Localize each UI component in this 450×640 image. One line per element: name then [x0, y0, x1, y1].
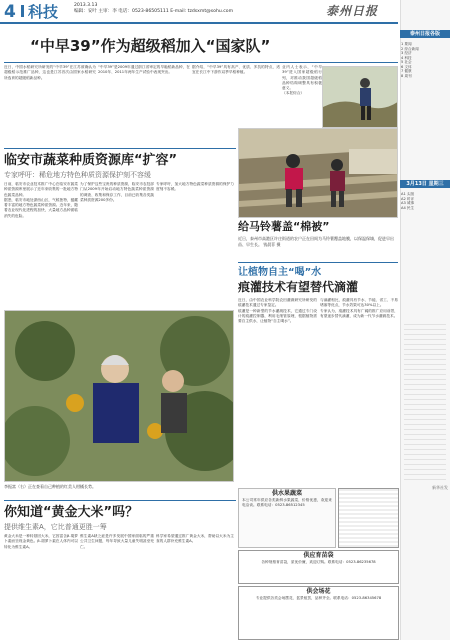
notice-2 — [238, 586, 399, 640]
story4-headline: 让植物自主“喝”水 — [238, 267, 322, 278]
page-number: 4 — [4, 2, 16, 22]
potato-field-photo-small — [322, 66, 398, 128]
masthead-logo: 泰州日报 — [326, 4, 379, 18]
sidebar-item-label: 要闻 — [404, 42, 412, 46]
sidebar-item-no: 5 — [401, 60, 404, 64]
sidebar-extra-no: A1 — [401, 192, 406, 196]
sidebar-extra-no: A3 — [401, 201, 406, 205]
sidebar-item-no: 4 — [401, 55, 404, 60]
story1-col2 — [98, 65, 190, 145]
page-header — [0, 0, 398, 24]
story5-para: 维生素A缺乏症是许多发展中国家面临的严重公共卫生问题，每年导致大量儿童失明甚至死亡。 — [80, 534, 154, 549]
story4-para: 痕灌是一种新型的节水灌溉技术，它通过专门设计的痕灌控制器，利用毛细管原理，根据植物需要自主供水，让植物“自主喝水”。 — [238, 308, 317, 324]
sidebar-extra-no: A2 — [401, 196, 406, 201]
story5-col2 — [80, 534, 154, 638]
sidebar-date-title: 3月13日 星期三 — [400, 180, 450, 188]
story2-para: 专家呼吁，加大地方特色蔬菜种质资源的保护力度刻不容缓。 — [156, 182, 234, 192]
story2-col1 — [4, 182, 78, 307]
farmer-citrus-photo — [4, 310, 234, 482]
story5-para: 科学家希望通过推广黄金大米，帮助以大米为主食的人群补充维生素A。 — [156, 534, 234, 544]
story1-para: 据介绍，“中早39”具有高产、优质、多抗的特点，适宜在长江中下游作双季早稻种植。 — [192, 65, 280, 75]
issue-info — [74, 3, 314, 15]
info-box — [238, 488, 336, 548]
story5-col3 — [156, 534, 234, 638]
sidebar-extra-list — [401, 192, 449, 210]
notice-2-body: 专业提供各类会场摆花、盆景租赁，品种齐全。联系电话：0523-86345678 — [255, 596, 382, 600]
section-title: 科技 — [28, 3, 59, 21]
story5-subhead: 提供维生素A，它比普通更胜一筹 — [4, 523, 107, 531]
notice-1 — [238, 550, 399, 584]
story4-col1 — [238, 298, 317, 486]
issue-editors: 编辑：安叶 主审：李 电话：0523-86505111 E-mail: tzdsxmt@sohu.com — [74, 9, 234, 14]
notice-1-title: 供应育苗袋 — [303, 552, 334, 559]
sidebar-list — [401, 42, 449, 78]
ad-box — [338, 488, 399, 548]
story4-col2 — [320, 298, 398, 486]
sidebar-item[interactable] — [401, 74, 449, 79]
story4-para: 专家认为，痕灌技术具有广阔的推广应用前景，有望逐步替代滴灌，成为新一代节水灌溉技术。 — [320, 308, 398, 318]
sidebar-extra-label: 头版 — [406, 192, 415, 196]
sidebar-item-label: 健康 — [404, 69, 412, 73]
story2-headline: 临安市蔬菜种质资源库“扩容” — [4, 153, 178, 168]
story2-photo-caption: 李振富（右）正在查看自己种植的红美人柑橘长势。 — [4, 484, 96, 489]
story1-para: 近日，中国水稻研究所研发的“中早39”在江苏被确认为超级稻示范推广品种，这也是江苏首次由国家水稻研究所选育的超级稻新品种。 — [4, 65, 96, 80]
sidebar-item-label: 经济 — [404, 51, 412, 55]
potato-field-photo — [238, 128, 398, 218]
story1-col1 — [4, 65, 96, 145]
sidebar-extra-label: 城事 — [406, 201, 415, 205]
sidebar-item-label: 综合新闻 — [404, 46, 419, 51]
rule-4 — [4, 500, 236, 501]
story5-headline: 你知道“黄金大米”吗？ — [4, 505, 139, 520]
photo-credit: 新华社发 — [432, 485, 448, 490]
rule-3 — [238, 262, 398, 263]
sidebar-item-no: 3 — [401, 51, 404, 55]
sidebar-extra-label: 民生 — [406, 205, 415, 210]
sidebar-extra-no: A4 — [401, 205, 406, 210]
sidebar-extra-label: 时评 — [406, 196, 415, 201]
story1-para: 业内人士表示，“中早39”进入国家超级稻行列，对推动我国超级稻品种结构调整具有积极意义。 — [282, 65, 322, 91]
story5-col1 — [4, 534, 78, 638]
notice-2-title: 供会场花 — [306, 588, 331, 595]
sidebar-extra-item[interactable] — [401, 206, 449, 211]
rule-1 — [4, 62, 398, 63]
sidebar-title: 泰州日报各版 — [400, 30, 450, 38]
sidebar-item-label: 科技 — [404, 55, 412, 60]
sidebar-item-no: 1 — [401, 42, 404, 46]
issue-date: 2013.3.13 — [74, 3, 98, 8]
header-divider — [21, 5, 24, 17]
story4-para: 近日，由中国农业科学院农田灌溉研究所研发的痕灌技术通过专家鉴定。 — [238, 298, 317, 308]
story3-headline: 给马铃薯盖“棉被” — [238, 220, 330, 233]
story2-para: 为了保护这些宝贵的种质资源，临安市农技部门从2009年开始启动地方特色蔬菜种质资源的调查、收集和保存工作，目前已收集各类蔬菜种质资源200多份。 — [80, 182, 154, 202]
sidebar-item-no: 7 — [401, 69, 404, 73]
story2-para: 据悉，临安市地处浙西山区，气候独特，蕴藏着丰富的地方特色蔬菜种质资源。近年来，随着农业现代化进程的加快，大量地方品种面临消失的危险。 — [4, 197, 78, 218]
story3-caption: 近日，泰州市高港区许庄街道的农户正在田间为马铃薯覆盖地膜，以保温保墒，促进早出苗、早生长。 钱晨菲 摄 — [238, 236, 394, 247]
story2-subhead: 专家呼吁：稀危地方特色种质资源保护刻不容缓 — [4, 171, 151, 179]
story4-headline2: 痕灌技术有望替代滴灌 — [238, 280, 359, 294]
ad-image — [339, 489, 398, 547]
sidebar-item-no: 2 — [401, 46, 404, 51]
story2-col3 — [156, 182, 234, 307]
notice-1-body: 各种规格育苗袋，质优价廉，欢迎订购。联系电话：0523-86235678 — [261, 560, 376, 564]
sidebar-item-no: 8 — [401, 73, 404, 78]
story1-para: “中早39”是2009年通过浙江省审定的早籼稻新品种，在2010年、2011年两年生产试验中表现突出。 — [98, 65, 190, 75]
info-box-title: 供水果蔬菜 — [271, 490, 302, 497]
sidebar-text-block — [404, 320, 446, 480]
story2-para: 日前，临安市农业技术推广中心在临安市蔬菜种质资源库里展示了近年来收集的一批地方特色蔬菜品种。 — [4, 182, 78, 197]
story2-col2 — [80, 182, 154, 307]
story4-para: 与滴灌相比，痕灌具有节水、节能、省工、不易堵塞等优点，节水效果可达30%以上。 — [320, 298, 398, 308]
sidebar-item-label: 文体 — [404, 64, 412, 69]
rule-2 — [4, 148, 236, 149]
info-box-body: 本公司常年供应各类新鲜水果蔬菜，价格优惠，欢迎来电洽谈。联系电话：0523-86512345 — [242, 498, 332, 508]
sidebar-item-label: 周刊 — [404, 73, 412, 78]
story5-para: 黄金大米是一种转基因大米，它因富含β-胡萝卜素而呈现金黄色。β-胡萝卜素在人体内可以转化为维生素A。 — [4, 534, 78, 549]
story1-headline: “中早39”作为超级稻加入“国家队” — [30, 37, 271, 55]
sidebar-item-label: 社会 — [404, 60, 412, 64]
sidebar-item-no: 6 — [401, 64, 404, 69]
story1-byline: （本报综合） — [282, 91, 305, 96]
